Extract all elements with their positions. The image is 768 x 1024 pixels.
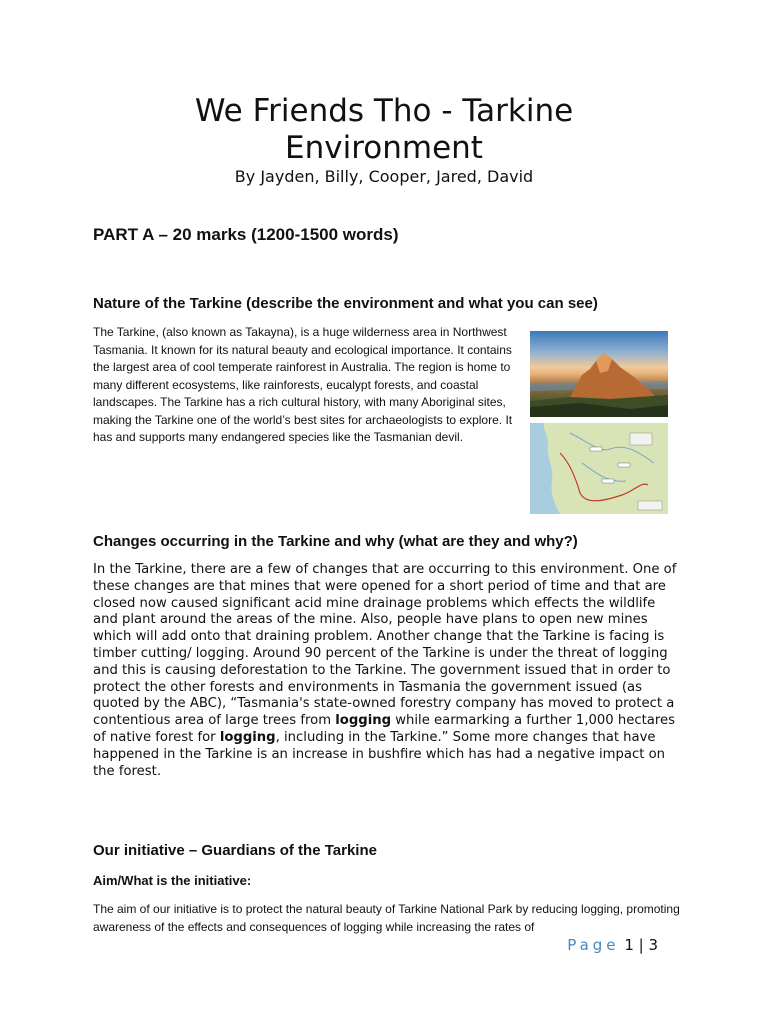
- page-footer: [567, 935, 658, 955]
- map-label-box: [602, 479, 614, 483]
- page-number: 1 | 3: [624, 936, 658, 954]
- changes-paragraph: [93, 562, 683, 780]
- initiative-heading: Our initiative – Guardians of the Tarkine: [93, 842, 377, 859]
- nature-paragraph: The Tarkine, (also known as Takayna), is a huge wilderness area in Northwest Tasmania. It known for its natural beauty and ecological importance. It contains the largest area of cool temperate rainforest in Australia. The region is home to many different ecosystems, like rainforests, eucalypt forests, and coastal landscapes. The Tarkine has a rich cultural history, with many Aboriginal sites, making the Tarkine one of the world’s best sites for archaeologists to explore. It has and supports many endangered species like the Tasmanian devil.: [93, 325, 513, 444]
- document-title-line-1: We Friends Tho - Tarkine: [194, 93, 574, 129]
- document-title-line-2: Environment: [285, 130, 483, 166]
- map-key: [638, 501, 662, 510]
- changes-bold-logging-2: logging: [219, 729, 276, 745]
- landscape-illustration: [530, 331, 668, 417]
- aim-paragraph: The aim of our initiative is to protect the natural beauty of Tarkine National Park by reducing logging, promoting awareness of the effects and consequences of logging while increasing the rates of: [93, 902, 680, 934]
- aim-heading: Aim/What is the initiative:: [93, 873, 252, 888]
- rock-outcrop: [568, 353, 660, 401]
- tarkine-map-image: [530, 423, 668, 514]
- changes-text-2: while earmarking a further 1,000 hectares of native forest for: [93, 713, 675, 745]
- document-byline: By Jayden, Billy, Cooper, Jared, David: [234, 167, 534, 186]
- map-legend: [630, 433, 652, 445]
- changes-text-3: , including in the Tarkine.” Some more changes that have happened in the Tarkine is an increase in bushfire which has had a negative impact on the forest.: [93, 729, 666, 779]
- page-label: Page: [567, 936, 620, 954]
- changes-bold-logging-1: logging: [335, 713, 392, 729]
- map-label-box: [590, 447, 602, 451]
- nature-heading: Nature of the Tarkine (describe the environment and what you can see): [93, 295, 598, 312]
- map-label-box: [618, 463, 630, 467]
- map-illustration: [530, 423, 668, 514]
- changes-text-1: In the Tarkine, there are a few of changes that are occurring to this environment. One of these changes are that mines that were opened for a short period of time and that are closed now caused significant acid mine drainage problems which effects the wildlife and plant around the areas of the mine. Also, people have plans to open new mines which will add onto that draining problem. Another change that the Tarkine is facing is timber cutting/ logging. Around 90 percent of the Tarkine is under the threat of logging and this is causing deforestation to the Tarkine. The government issued that in order to protect the other forests and environments in Tasmania the government issued (as quoted by the ABC), “Tasmania's state-owned forestry company has moved to protect a contentious area of large trees from: [93, 562, 677, 729]
- tarkine-landscape-photo: [530, 331, 668, 417]
- part-a-heading: PART A – 20 marks (1200-1500 words): [93, 225, 399, 244]
- changes-heading: Changes occurring in the Tarkine and why (what are they and why?): [93, 533, 578, 550]
